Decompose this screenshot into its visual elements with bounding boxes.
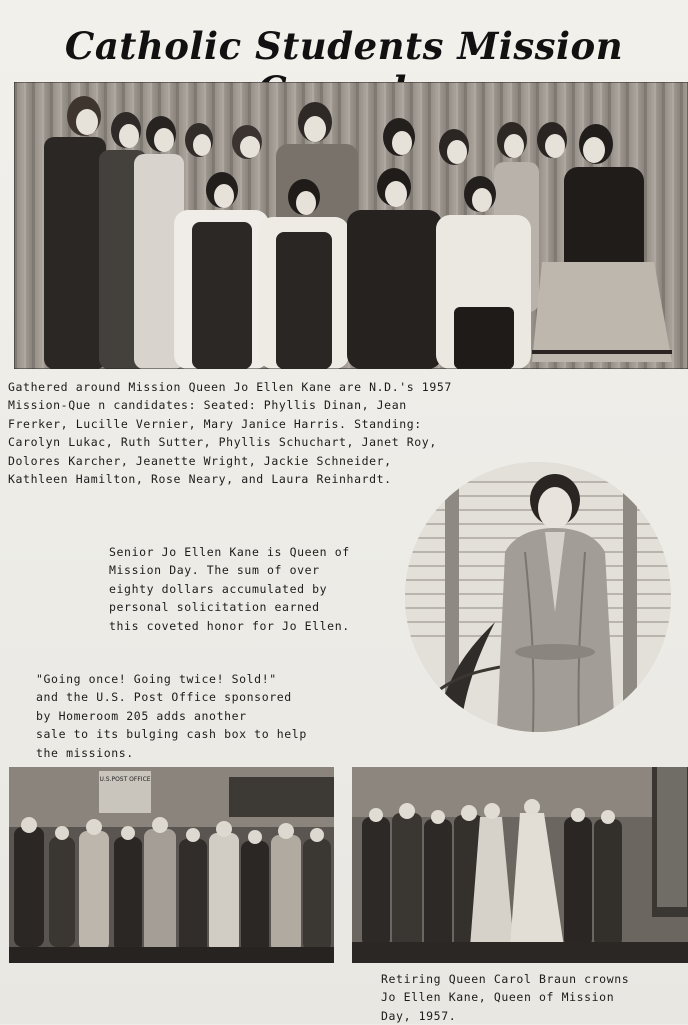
post-office-caption: "Going once! Going twice! Sold!" and the U.S. Post Office sponsored by Homeroom 205 adds another sale to its bulging cash box to help the missions. — [36, 672, 307, 760]
crowning-image — [352, 767, 688, 963]
candidates-group-image — [14, 82, 688, 369]
queen-caption: Senior Jo Ellen Kane is Queen of Mission Day. The sum of over eighty dollars accumulated by personal solicitation earned this coveted honor for Jo Ellen. — [109, 545, 350, 633]
post-office-sign: U.S.POST OFFICE — [99, 776, 151, 783]
queen-portrait-image — [405, 462, 671, 732]
crowning-photo — [352, 767, 688, 963]
post-office-sale-photo — [9, 767, 334, 963]
candidates-group-photo — [14, 82, 688, 369]
candidates-caption: Gathered around Mission Queen Jo Ellen Kane are N.D.'s 1957 Mission-Que n candidates: Seated: Phyllis Dinan, Jean Frerker, Lucille Vernier, Mary Janice Harris. Standing: Carolyn Lukac, Ruth Sutter, Phyllis Schuchart, Janet Roy, Dolores Karcher, Jeanette Wright, Jackie Schneider, Kathleen Hamilton, Rose Neary, and Laura Reinhardt. — [8, 380, 452, 487]
post-office-sale-image — [9, 767, 334, 963]
page-title: Catholic Students Mission — [64, 24, 624, 68]
crowning-caption: Retiring Queen Carol Braun crowns Jo Ellen Kane, Queen of Mission Day, 1957. — [381, 972, 630, 1023]
queen-portrait-photo — [405, 462, 671, 732]
